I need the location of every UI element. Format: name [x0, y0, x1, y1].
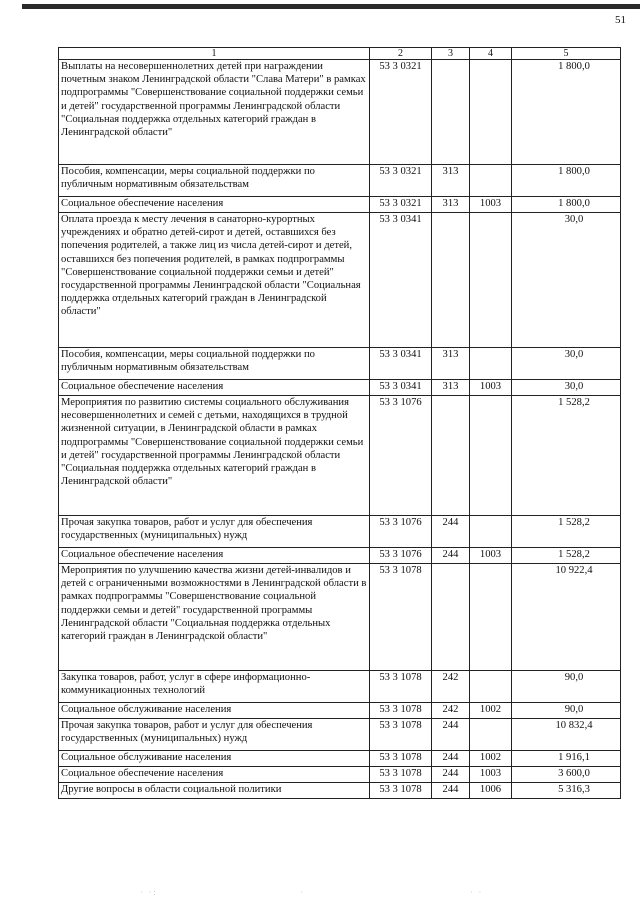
cell-section	[470, 671, 512, 703]
table-row	[59, 548, 621, 564]
cell-name: Пособия, компенсации, меры социальной поддержки по публичным нормативным обязательствам	[59, 348, 370, 380]
cell-name: Выплаты на несовершеннолетних детей при награждении почетным знаком Ленинградской области "Слава Матери" в рамках подпрограммы "Совершенствование социальной поддержки семьи и детей" государственной программы Ленинградской области "Социальная поддержка отдельных категорий граждан в Ленинградской области"	[59, 60, 370, 165]
cell-expense-type	[432, 396, 470, 516]
cell-expense-type: 242	[432, 703, 470, 719]
cell-expense-type: 244	[432, 548, 470, 564]
cell-amount: 1 800,0	[512, 197, 621, 213]
scan-artifact: ·	[300, 888, 305, 897]
cell-section: 1003	[470, 548, 512, 564]
cell-target-code: 53 3 1078	[370, 719, 432, 751]
cell-target-code: 53 3 1076	[370, 516, 432, 548]
cell-target-code: 53 3 0321	[370, 60, 432, 165]
cell-name: Оплата проезда к месту лечения в санаторно-курортных учреждениях и обратно детей-сирот и детей, оставшихся без попечения родителей, а также лиц из числа детей-сирот и детей, оставшихся без попечения родителей, в рамках подпрограммы "Совершенствование социальной поддержки семьи и детей" государственной программы Ленинградской области "Социальная поддержка отдельных категорий граждан в Ленинградской области"	[59, 213, 370, 348]
table-row	[59, 213, 621, 348]
cell-expense-type: 313	[432, 348, 470, 380]
cell-name: Пособия, компенсации, меры социальной поддержки по публичным нормативным обязательствам	[59, 165, 370, 197]
cell-target-code: 53 3 0341	[370, 213, 432, 348]
cell-expense-type	[432, 564, 470, 671]
table-row	[59, 60, 621, 165]
cell-name: Мероприятия по развитию системы социального обслуживания несовершеннолетних и семей с детьми, находящихся в трудной жизненной ситуации, в Ленинградской области в рамках подпрограммы "Совершенствование социальной поддержки семьи и детей" государственной программы Ленинградской области "Социальная поддержка отдельных категорий граждан в Ленинградской области"	[59, 396, 370, 516]
cell-section	[470, 165, 512, 197]
cell-expense-type: 313	[432, 197, 470, 213]
table-row	[59, 751, 621, 767]
cell-name: Мероприятия по улучшению качества жизни детей-инвалидов и детей с ограниченными возможностями в Ленинградской области в рамках подпрограммы "Совершенствование социальной поддержки семьи и детей" государственной программы Ленинградской области "Социальная поддержка отдельных категорий граждан в Ленинградской области"	[59, 564, 370, 671]
header-col-1: 1	[59, 48, 370, 60]
table-row	[59, 380, 621, 396]
cell-amount: 1 528,2	[512, 396, 621, 516]
cell-amount: 30,0	[512, 348, 621, 380]
header-col-3: 3	[432, 48, 470, 60]
cell-amount: 1 528,2	[512, 548, 621, 564]
cell-expense-type: 313	[432, 380, 470, 396]
cell-amount: 1 800,0	[512, 60, 621, 165]
table-row	[59, 783, 621, 799]
table-row	[59, 703, 621, 719]
cell-expense-type: 244	[432, 516, 470, 548]
cell-name: Социальное обеспечение населения	[59, 380, 370, 396]
cell-expense-type: 242	[432, 671, 470, 703]
cell-section: 1002	[470, 703, 512, 719]
cell-expense-type: 244	[432, 719, 470, 751]
table-row	[59, 719, 621, 751]
cell-section: 1003	[470, 380, 512, 396]
cell-amount: 1 528,2	[512, 516, 621, 548]
cell-amount: 90,0	[512, 703, 621, 719]
cell-target-code: 53 3 1076	[370, 548, 432, 564]
header-col-2: 2	[370, 48, 432, 60]
page-number: 51	[615, 14, 626, 26]
cell-name: Закупка товаров, работ, услуг в сфере информационно-коммуникационных технологий	[59, 671, 370, 703]
cell-name: Социальное обслуживание населения	[59, 751, 370, 767]
cell-target-code: 53 3 1078	[370, 751, 432, 767]
budget-table	[58, 47, 621, 799]
cell-target-code: 53 3 0321	[370, 165, 432, 197]
cell-amount: 10 922,4	[512, 564, 621, 671]
table-row	[59, 767, 621, 783]
table-row	[59, 396, 621, 516]
cell-expense-type: 244	[432, 783, 470, 799]
top-rule	[22, 4, 640, 9]
scan-artifact: · ·:	[140, 888, 158, 897]
cell-section	[470, 719, 512, 751]
table-header-row	[59, 48, 621, 60]
cell-amount: 5 316,3	[512, 783, 621, 799]
cell-target-code: 53 3 1078	[370, 671, 432, 703]
cell-section: 1003	[470, 197, 512, 213]
cell-section: 1003	[470, 767, 512, 783]
cell-target-code: 53 3 0341	[370, 348, 432, 380]
cell-section: 1002	[470, 751, 512, 767]
cell-name: Социальное обеспечение населения	[59, 197, 370, 213]
cell-amount: 1 916,1	[512, 751, 621, 767]
cell-expense-type: 313	[432, 165, 470, 197]
cell-expense-type: 244	[432, 767, 470, 783]
cell-expense-type	[432, 60, 470, 165]
cell-amount: 10 832,4	[512, 719, 621, 751]
cell-amount: 1 800,0	[512, 165, 621, 197]
cell-amount: 90,0	[512, 671, 621, 703]
cell-section	[470, 348, 512, 380]
cell-name: Прочая закупка товаров, работ и услуг для обеспечения государственных (муниципальных) нужд	[59, 719, 370, 751]
cell-target-code: 53 3 1076	[370, 396, 432, 516]
header-col-4: 4	[470, 48, 512, 60]
cell-expense-type: 244	[432, 751, 470, 767]
cell-section	[470, 60, 512, 165]
table-row	[59, 197, 621, 213]
table-row	[59, 165, 621, 197]
cell-target-code: 53 3 1078	[370, 783, 432, 799]
cell-target-code: 53 3 0341	[370, 380, 432, 396]
cell-section	[470, 213, 512, 348]
cell-name: Другие вопросы в области социальной политики	[59, 783, 370, 799]
cell-name: Прочая закупка товаров, работ и услуг для обеспечения государственных (муниципальных) нужд	[59, 516, 370, 548]
cell-name: Социальное обслуживание населения	[59, 703, 370, 719]
cell-target-code: 53 3 1078	[370, 767, 432, 783]
cell-name: Социальное обеспечение населения	[59, 548, 370, 564]
cell-section	[470, 564, 512, 671]
cell-section: 1006	[470, 783, 512, 799]
cell-target-code: 53 3 0321	[370, 197, 432, 213]
cell-section	[470, 516, 512, 548]
table-row	[59, 516, 621, 548]
cell-amount: 30,0	[512, 213, 621, 348]
table-row	[59, 564, 621, 671]
table-row	[59, 671, 621, 703]
cell-target-code: 53 3 1078	[370, 564, 432, 671]
header-col-5: 5	[512, 48, 621, 60]
cell-section	[470, 396, 512, 516]
table-row	[59, 348, 621, 380]
cell-amount: 30,0	[512, 380, 621, 396]
cell-name: Социальное обеспечение населения	[59, 767, 370, 783]
cell-expense-type	[432, 213, 470, 348]
cell-target-code: 53 3 1078	[370, 703, 432, 719]
scan-artifact: · ·	[470, 888, 484, 897]
cell-amount: 3 600,0	[512, 767, 621, 783]
